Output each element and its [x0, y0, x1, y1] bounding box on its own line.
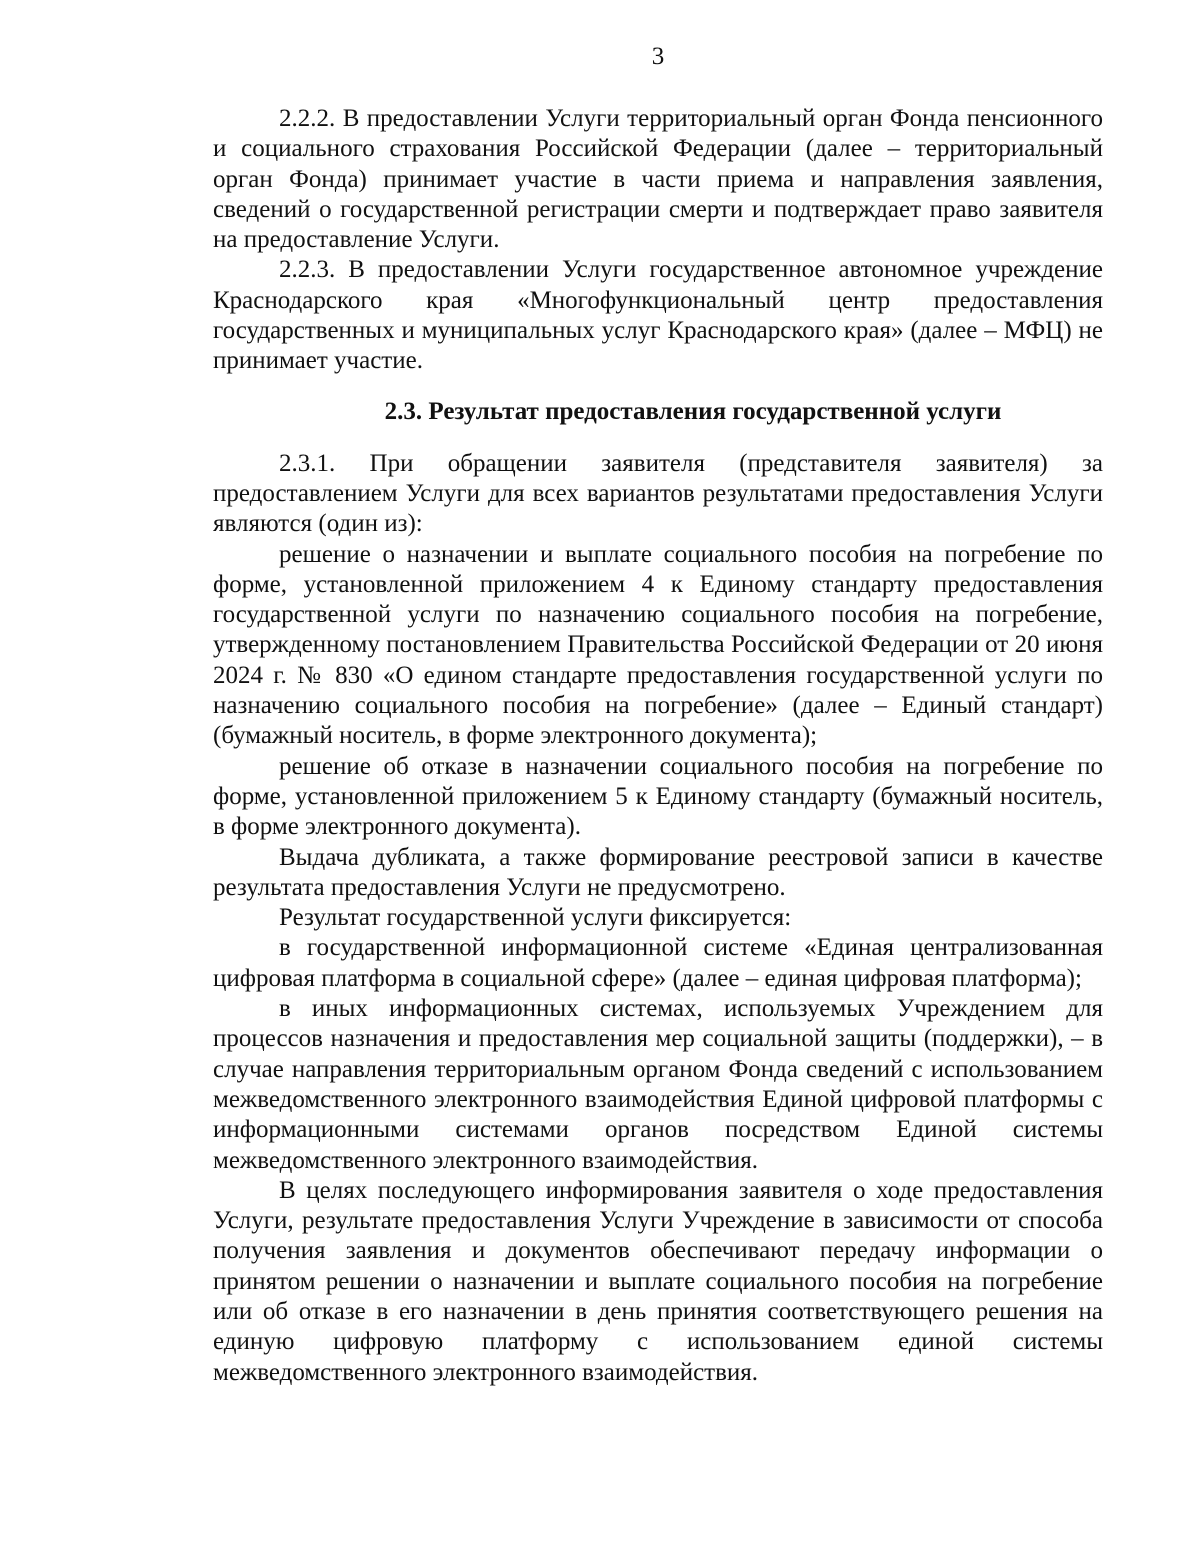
document-body: [213, 104, 1103, 1388]
page-number: 3: [651, 43, 665, 70]
paragraph-result-recorded: Результат государственной услуги фиксируется:: [279, 904, 792, 932]
paragraph-informing: В целях последующего информирования заявителя о ходе предоставления Услуги, результате предоставления Услуги Учреждение в зависимости от способа получения заявления и документов обеспечивают передачу информации о принятом решении о назначении и выплате социального пособия на погребение или об отказе в его назначении в день принятия соответствующего решения на единую цифровую платформу с использованием единой системы межведомственного электронного взаимодействия.: [213, 1176, 1103, 1386]
paragraph-2-2-3: 2.2.3. В предоставлении Услуги государственное автономное учреждение Краснодарского края «Многофункциональный центр предоставления государственных и муниципальных услуг Краснодарского края» (далее – МФЦ) не принимает участие.: [213, 256, 1103, 375]
paragraph-2-2-2: 2.2.2. В предоставлении Услуги территориальный орган Фонда пенсионного и социального страхования Российской Федерации (далее – территориальный орган Фонда) принимает участие в части приема и направления заявления, сведений о государственной регистрации смерти и подтверждает право заявителя на предоставление Услуги.: [213, 105, 1103, 254]
paragraph-result-refusal: решение об отказе в назначении социального пособия на погребение по форме, установленной приложением 5 к Единому стандарту (бумажный носитель, в форме электронного документа).: [213, 752, 1103, 841]
paragraph-other-systems: в иных информационных системах, используемых Учреждением для процессов назначения и предоставления мер социальной защиты (поддержки), – в случае направления территориальным органом Фонда сведений с использованием межведомственного электронного взаимодействия Единой цифровой платформы с информационными системами органов посредством Единой системы межведомственного электронного взаимодействия.: [213, 995, 1103, 1174]
paragraph-duplicate: Выдача дубликата, а также формирование реестровой записи в качестве результата предоставления Услуги не предусмотрено.: [213, 843, 1103, 901]
paragraph-state-system: в государственной информационной системе «Единая централизованная цифровая платформа в социальной сфере» (далее – единая цифровая платформа);: [213, 934, 1103, 992]
section-heading-2-3: 2.3. Результат предоставления государственной услуги: [384, 397, 1002, 425]
paragraph-result-approval: решение о назначении и выплате социального пособия на погребение по форме, установленной приложением 4 к Единому стандарту предоставления государственной услуги по назначению социального пособия на погребение, утвержденному постановлением Правительства Российской Федерации от 20 июня 2024 г. № 830 «О едином стандарте предоставления государственной услуги по назначению социального пособия на погребение» (далее – Единый стандарт) (бумажный носитель, в форме электронного документа);: [213, 540, 1103, 750]
paragraph-2-3-1: 2.3.1. При обращении заявителя (представителя заявителя) за предоставлением Услуги для всех вариантов результатами предоставления Услуги являются (один из):: [213, 449, 1103, 538]
